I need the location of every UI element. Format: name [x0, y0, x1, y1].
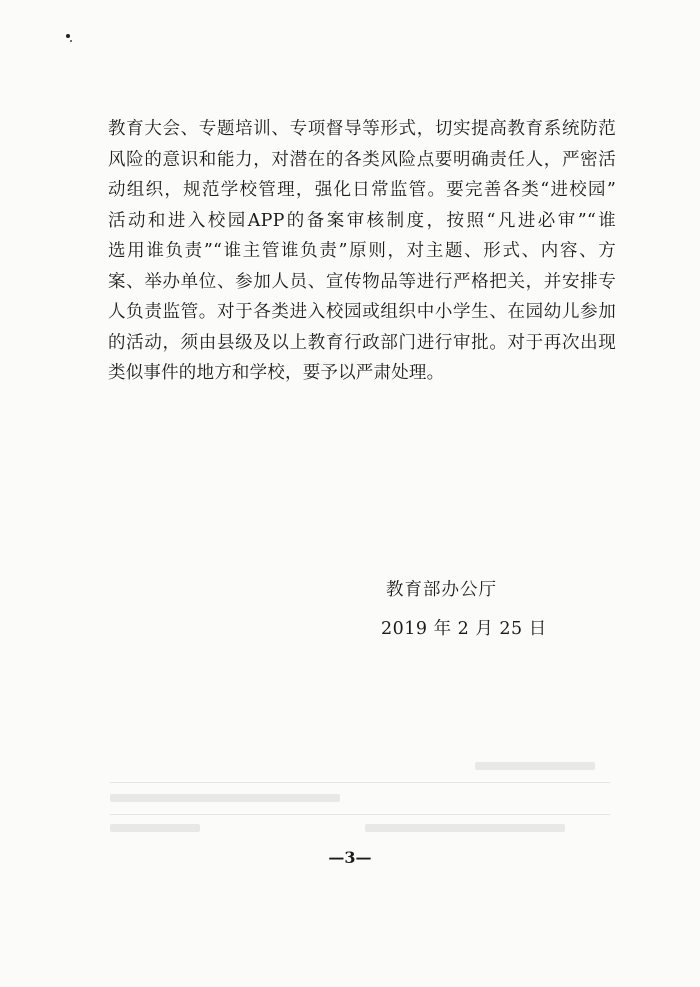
body-paragraph	[108, 114, 616, 389]
paragraph-line: 动组织，规范学校管理，强化日常监管。要完善各类“进校园”	[108, 180, 616, 200]
paper-bleed-through	[110, 760, 610, 840]
issue-date: 2019 年 2 月 25 日	[381, 619, 547, 639]
paragraph-line: 人负责监管。对于各类进入校园或组织中小学生、在园幼儿参加	[108, 302, 616, 322]
paragraph-line: 类似事件的地方和学校，要予以严肃处理。	[108, 363, 445, 383]
paragraph-line: 案、举办单位、参加人员、宣传物品等进行严格把关，并安排专	[108, 271, 616, 292]
paragraph-line: 的活动，须由县级及以上教育行政部门进行审批。对于再次出现	[108, 332, 616, 353]
paragraph-line: 风险的意识和能力，对潜在的各类风险点要明确责任人，严密活	[108, 149, 616, 170]
paragraph-line: 教育大会、专题培训、专项督导等形式，切实提高教育系统防范	[108, 119, 616, 139]
scan-speck	[66, 34, 70, 38]
issuer-signature: 教育部办公厅	[386, 580, 497, 600]
page-number: —3—	[328, 848, 372, 867]
paragraph-line: 选用谁负责”“谁主管谁负责”原则，对主题、形式、内容、方	[108, 241, 616, 261]
scan-speck	[70, 40, 72, 42]
paragraph-line: 活动和进入校园APP的备案审核制度，按照“凡进必审”“谁	[108, 210, 616, 231]
